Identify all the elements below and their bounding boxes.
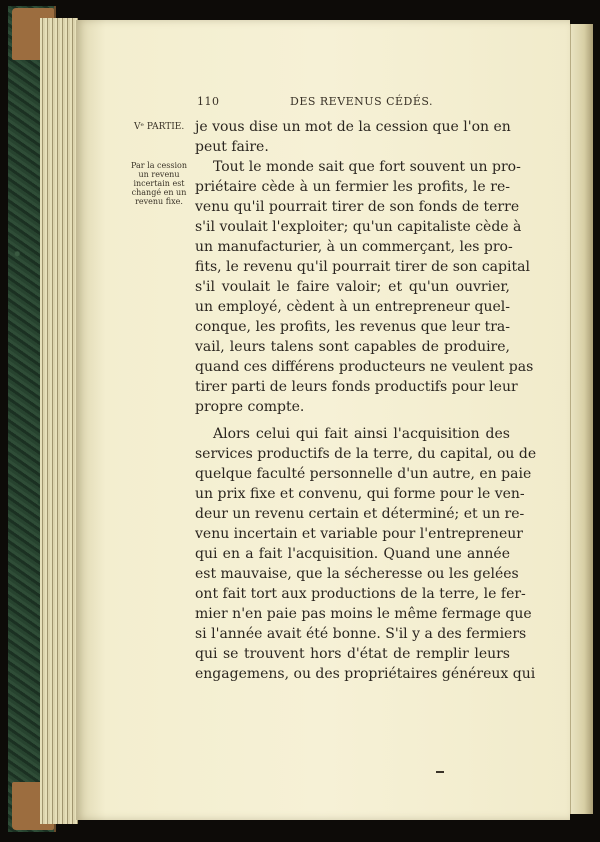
page-edges <box>40 18 78 824</box>
text-line: deur un revenu certain et déterminé; et un re- <box>195 506 525 522</box>
text-line: ont fait tort aux productions de la terre, le fer- <box>195 586 526 602</box>
page-number: 110 <box>197 95 220 108</box>
text-line: qui en a fait l'acquisition. Quand une année <box>195 546 510 562</box>
text-line: vail, leurs talens sont capables de produire, <box>195 339 510 355</box>
text-line: si l'année avait été bonne. S'il y a des fermiers <box>195 626 527 642</box>
margin-note-line: changé en un <box>131 188 187 197</box>
text-line: fits, le revenu qu'il pourrait tirer de son capital <box>195 259 530 275</box>
text-line: engagemens, ou des propriétaires généreux qui <box>195 666 536 682</box>
text-line: peut faire. <box>195 139 269 155</box>
text-line: quand ces différens producteurs ne veulent pas <box>195 359 534 375</box>
facing-page-edge <box>570 24 593 814</box>
text-line: conque, les profits, les revenus que leur tra- <box>195 319 510 335</box>
running-header <box>195 95 510 111</box>
text-line: est mauvaise, que la sécheresse ou les gelées <box>195 566 519 582</box>
running-title: DES REVENUS CÉDÉS. <box>290 95 434 108</box>
part-label: Vᵉ PARTIE. <box>134 122 185 132</box>
text-line: je vous dise un mot de la cession que l'on en <box>195 119 511 135</box>
text-line: priétaire cède à un fermier les profits, le re- <box>195 179 510 195</box>
margin-note-line: Par la cession <box>131 161 187 170</box>
text-line: venu incertain et variable pour l'entrepreneur <box>195 526 523 542</box>
text-line: propre compte. <box>195 399 305 415</box>
margin-note-line: incertain est <box>133 179 185 188</box>
text-line: tirer parti de leurs fonds productifs pour leur <box>195 379 518 395</box>
text-line: services productifs de la terre, du capital, ou de <box>195 446 537 462</box>
body-text <box>195 117 537 684</box>
margin-note-line: un revenu <box>138 170 180 179</box>
margin-note <box>127 161 191 206</box>
page-mark <box>436 771 444 773</box>
text-line: un prix fixe et convenu, qui forme pour le ven- <box>195 486 525 502</box>
text-line: quelque faculté personnelle d'un autre, en paie <box>195 466 532 482</box>
text-line: Tout le monde sait que fort souvent un pro- <box>213 159 521 175</box>
text-line: un manufacturier, à un commerçant, les pro- <box>195 239 513 255</box>
text-line: Alors celui qui fait ainsi l'acquisition des <box>213 426 510 442</box>
text-line: mier n'en paie pas moins le même fermage que <box>195 606 532 622</box>
text-line: un employé, cèdent à un entrepreneur quel- <box>195 299 510 315</box>
text-line: s'il voulait l'exploiter; qu'un capitaliste cède à <box>195 219 522 235</box>
text-line: venu qu'il pourrait tirer de son fonds de terre <box>195 199 520 215</box>
text-line: qui se trouvent hors d'état de remplir leurs <box>195 646 510 662</box>
margin-note-line: revenu fixe. <box>135 197 183 206</box>
text-line: s'il voulait le faire valoir; et qu'un ouvrier, <box>195 279 510 295</box>
